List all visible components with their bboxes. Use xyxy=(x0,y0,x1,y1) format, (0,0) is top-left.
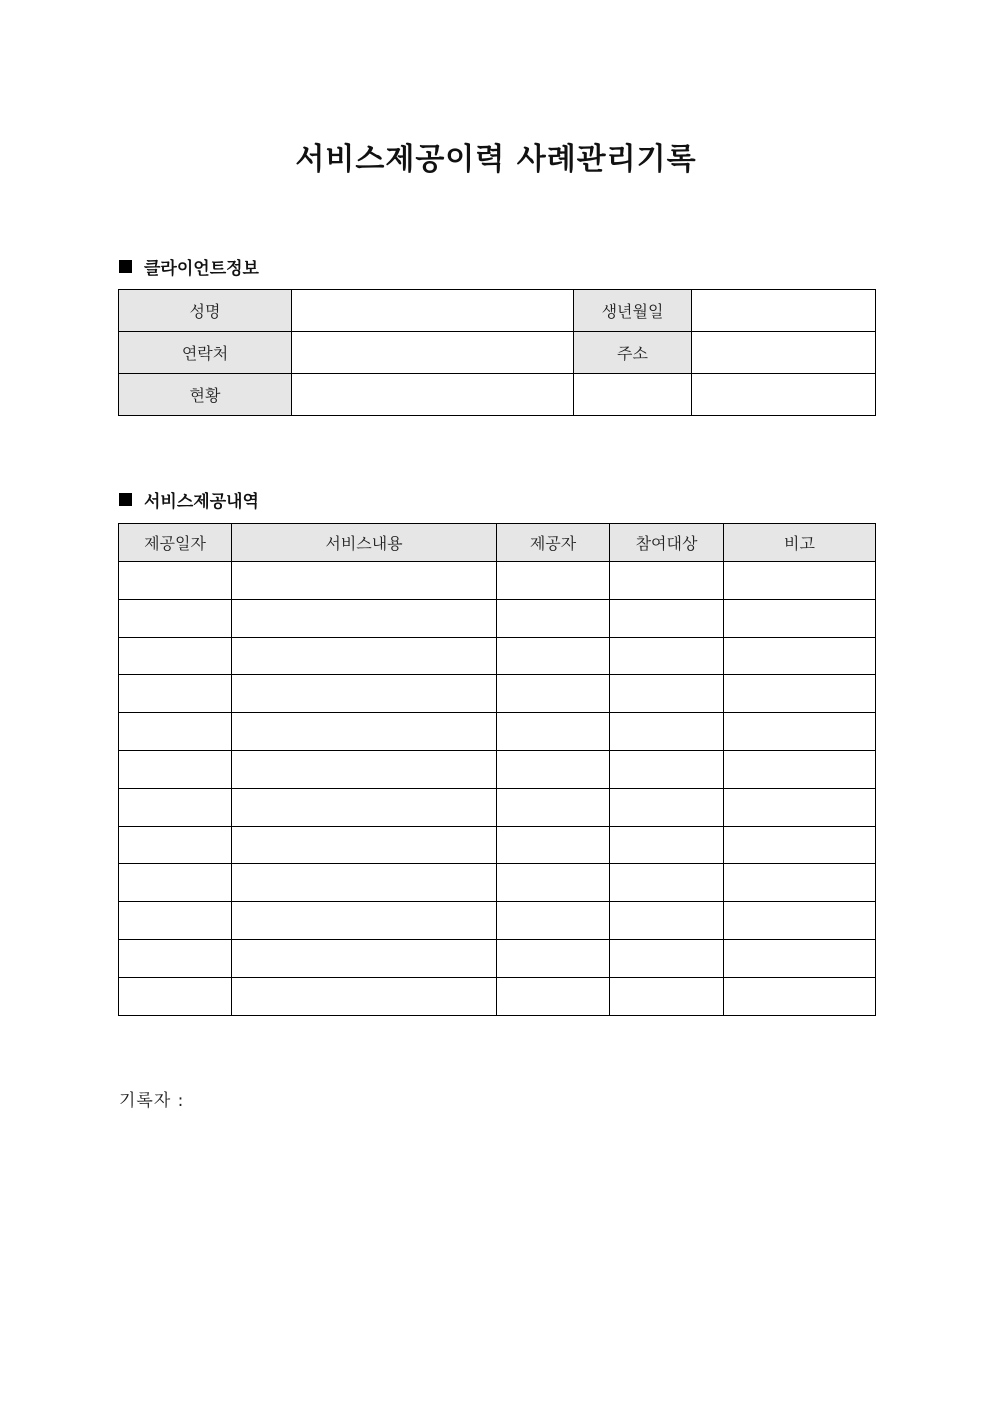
service-content-cell[interactable] xyxy=(232,788,497,826)
table-row xyxy=(119,290,876,332)
blank-cell[interactable] xyxy=(574,374,692,416)
date-cell[interactable] xyxy=(119,902,232,940)
service-content-cell[interactable] xyxy=(232,713,497,751)
table-row xyxy=(119,374,876,416)
table-row xyxy=(119,713,876,751)
date-cell[interactable] xyxy=(119,977,232,1015)
date-cell[interactable] xyxy=(119,826,232,864)
remarks-cell[interactable] xyxy=(724,675,876,713)
table-row xyxy=(119,562,876,600)
page-title: 서비스제공이력 사례관리기록 xyxy=(295,142,697,177)
table-row xyxy=(119,939,876,977)
service-content-cell[interactable] xyxy=(232,902,497,940)
provider-cell[interactable] xyxy=(497,977,610,1015)
square-bullet-icon xyxy=(119,493,132,506)
table-row xyxy=(119,902,876,940)
label-contact: 연락처 xyxy=(119,332,292,374)
participants-cell[interactable] xyxy=(610,826,724,864)
date-cell[interactable] xyxy=(119,675,232,713)
participants-cell[interactable] xyxy=(610,902,724,940)
participants-cell[interactable] xyxy=(610,599,724,637)
birthdate-field[interactable] xyxy=(692,290,876,332)
remarks-cell[interactable] xyxy=(724,939,876,977)
table-row xyxy=(119,332,876,374)
date-cell[interactable] xyxy=(119,788,232,826)
table-row xyxy=(119,788,876,826)
table-row xyxy=(119,750,876,788)
remarks-cell[interactable] xyxy=(724,713,876,751)
table-row xyxy=(119,599,876,637)
label-status: 현황 xyxy=(119,374,292,416)
provider-cell[interactable] xyxy=(497,826,610,864)
participants-cell[interactable] xyxy=(610,939,724,977)
label-address: 주소 xyxy=(574,332,692,374)
participants-cell[interactable] xyxy=(610,750,724,788)
provider-cell[interactable] xyxy=(497,637,610,675)
date-cell[interactable] xyxy=(119,599,232,637)
date-cell[interactable] xyxy=(119,939,232,977)
participants-cell[interactable] xyxy=(610,977,724,1015)
provider-cell[interactable] xyxy=(497,788,610,826)
participants-cell[interactable] xyxy=(610,637,724,675)
column-header-provider: 제공자 xyxy=(497,524,610,562)
service-content-cell[interactable] xyxy=(232,826,497,864)
table-header-row xyxy=(119,524,876,562)
service-content-cell[interactable] xyxy=(232,599,497,637)
participants-cell[interactable] xyxy=(610,713,724,751)
participants-cell[interactable] xyxy=(610,864,724,902)
provider-cell[interactable] xyxy=(497,562,610,600)
date-cell[interactable] xyxy=(119,562,232,600)
remarks-cell[interactable] xyxy=(724,977,876,1015)
recorder-line xyxy=(119,1086,184,1111)
table-row xyxy=(119,675,876,713)
recorder-label: 기록자 : xyxy=(119,1091,185,1111)
remarks-cell[interactable] xyxy=(724,637,876,675)
section-heading-label: 클라이언트정보 xyxy=(144,259,259,279)
date-cell[interactable] xyxy=(119,750,232,788)
service-content-cell[interactable] xyxy=(232,637,497,675)
table-row xyxy=(119,637,876,675)
remarks-cell[interactable] xyxy=(724,788,876,826)
service-history-table xyxy=(118,523,876,1016)
column-header-date: 제공일자 xyxy=(119,524,232,562)
blank-cell[interactable] xyxy=(692,374,876,416)
section-heading-service-history xyxy=(119,487,259,512)
date-cell[interactable] xyxy=(119,713,232,751)
provider-cell[interactable] xyxy=(497,675,610,713)
column-header-service-content: 서비스내용 xyxy=(232,524,497,562)
remarks-cell[interactable] xyxy=(724,750,876,788)
table-row xyxy=(119,977,876,1015)
name-field[interactable] xyxy=(292,290,574,332)
square-bullet-icon xyxy=(119,260,132,273)
provider-cell[interactable] xyxy=(497,902,610,940)
date-cell[interactable] xyxy=(119,637,232,675)
contact-field[interactable] xyxy=(292,332,574,374)
table-row xyxy=(119,826,876,864)
date-cell[interactable] xyxy=(119,864,232,902)
provider-cell[interactable] xyxy=(497,750,610,788)
column-header-participants: 참여대상 xyxy=(610,524,724,562)
address-field[interactable] xyxy=(692,332,876,374)
service-content-cell[interactable] xyxy=(232,750,497,788)
client-info-table xyxy=(118,289,876,416)
provider-cell[interactable] xyxy=(497,713,610,751)
service-content-cell[interactable] xyxy=(232,977,497,1015)
section-heading-client-info xyxy=(119,254,259,279)
provider-cell[interactable] xyxy=(497,939,610,977)
remarks-cell[interactable] xyxy=(724,826,876,864)
label-birthdate: 생년월일 xyxy=(574,290,692,332)
remarks-cell[interactable] xyxy=(724,562,876,600)
status-field[interactable] xyxy=(292,374,574,416)
participants-cell[interactable] xyxy=(610,562,724,600)
provider-cell[interactable] xyxy=(497,864,610,902)
service-content-cell[interactable] xyxy=(232,675,497,713)
service-content-cell[interactable] xyxy=(232,562,497,600)
remarks-cell[interactable] xyxy=(724,864,876,902)
provider-cell[interactable] xyxy=(497,599,610,637)
service-content-cell[interactable] xyxy=(232,864,497,902)
remarks-cell[interactable] xyxy=(724,902,876,940)
label-name: 성명 xyxy=(119,290,292,332)
participants-cell[interactable] xyxy=(610,788,724,826)
table-row xyxy=(119,864,876,902)
column-header-remarks: 비고 xyxy=(724,524,876,562)
participants-cell[interactable] xyxy=(610,675,724,713)
service-content-cell[interactable] xyxy=(232,939,497,977)
remarks-cell[interactable] xyxy=(724,599,876,637)
section-heading-label: 서비스제공내역 xyxy=(144,492,259,512)
